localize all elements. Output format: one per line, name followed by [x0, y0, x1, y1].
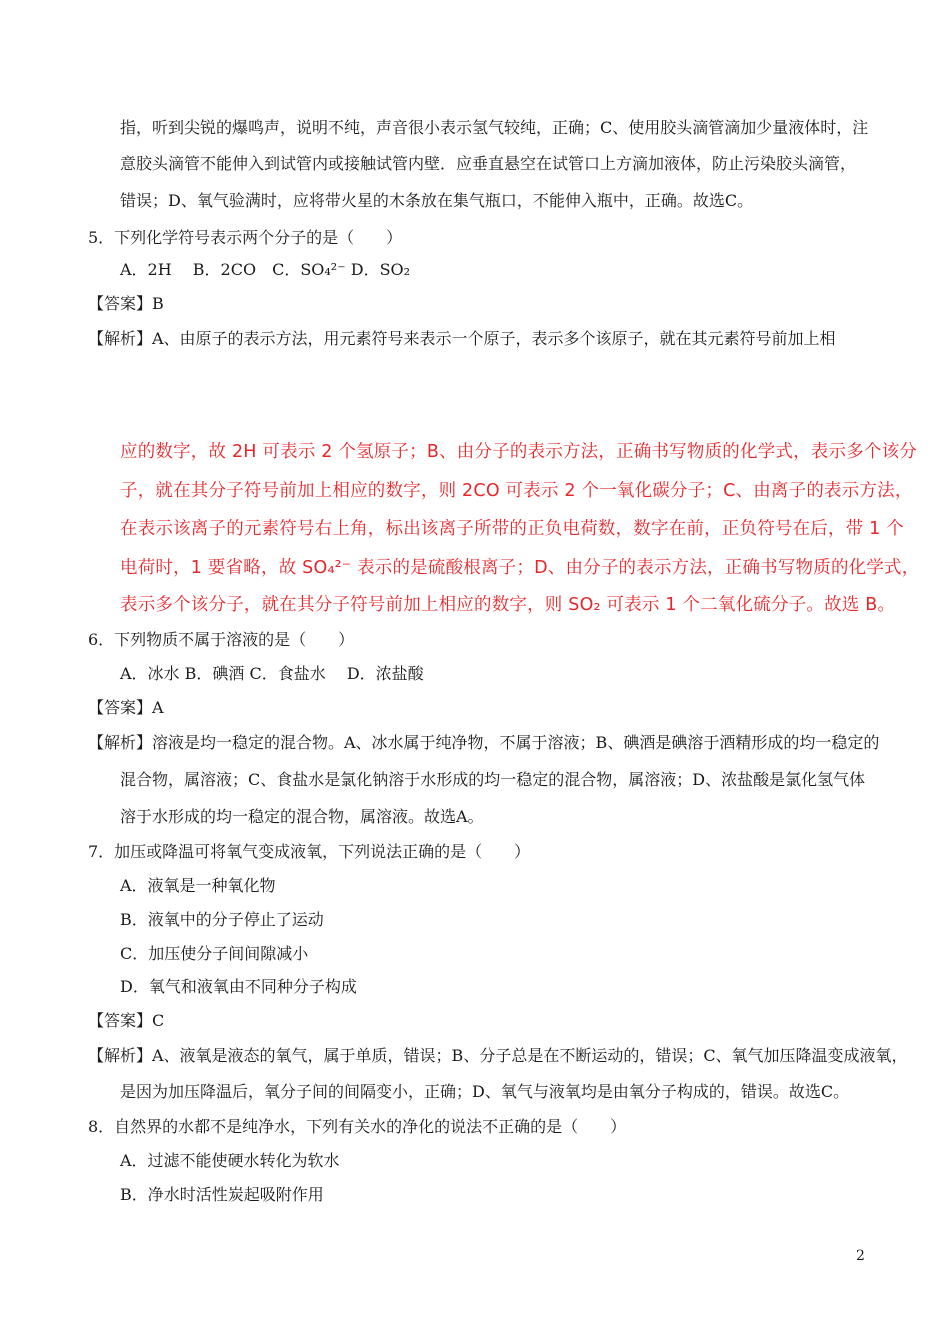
lines-line: 意胶头滴管不能伸入到试管内或接触试管内壁．应垂直悬空在试管口上方滴加液体，防止污染胶头滴管， [120, 154, 857, 173]
lines2-line: 7．加压或降温可将氧气变成液氧，下列说法正确的是（ ） [88, 842, 531, 861]
lines2-line: A．液氧是一种氧化物 [120, 876, 276, 895]
lines2-line: B．液氧中的分子停止了运动 [120, 910, 324, 929]
lines2-line: 【答案】C [88, 1011, 165, 1030]
lines2-line: 混合物，属溶液；C、食盐水是氯化钠溶于水形成的均一稳定的混合物，属溶液；D、浓盐酸是氯化氢气体 [120, 770, 866, 789]
lines2-line: 6．下列物质不属于溶液的是（ ） [88, 630, 355, 649]
lines2-line: 溶于水形成的均一稳定的混合物，属溶液。故选A。 [120, 807, 484, 826]
lines2-line: 【答案】A [88, 698, 164, 717]
lines2-line: 8．自然界的水都不是纯净水，下列有关水的净化的说法不正确的是（ ） [88, 1117, 627, 1136]
red_lines-line: 子，就在其分子符号前加上相应的数字，则 2CO 可表示 2 个一氧化碳分子；C、由离子的表示方法， [120, 481, 913, 501]
lines2-line: C．加压使分子间间隙减小 [120, 944, 309, 963]
lines2-line: 【解析】溶液是均一稳定的混合物。A、冰水属于纯净物，不属于溶液；B、碘酒是碘溶于酒精形成的均一稳定的 [88, 733, 880, 752]
lines-line: 【答案】B [88, 294, 164, 313]
red_lines-line: 在表示该离子的元素符号右上角，标出该离子所带的正负电荷数，数字在前，正负符号在后，带 1 个 [120, 519, 904, 539]
red_lines-line: 表示多个该分子，就在其分子符号前加上相应的数字，则 SO₂ 可表示 1 个二氧化硫分子。故选 B。 [120, 595, 896, 615]
lines2-line: A．冰水 B．碘酒 C．食盐水 D．浓盐酸 [120, 664, 424, 683]
lines2-line: A．过滤不能使硬水转化为软水 [120, 1151, 340, 1170]
lines2-line: D．氧气和液氧由不同种分子构成 [120, 977, 357, 996]
lines-line: 指，听到尖锐的爆鸣声，说明不纯，声音很小表示氢气较纯，正确；C、使用胶头滴管滴加少量液体时，注 [120, 118, 869, 137]
red_lines-line: 电荷时，1 要省略，故 SO₄²⁻ 表示的是硫酸根离子；D、由分子的表示方法，正确书写物质的化学式， [120, 558, 920, 578]
lines-line: 5．下列化学符号表示两个分子的是（ ） [88, 228, 403, 247]
lines2-line: B．净水时活性炭起吸附作用 [120, 1185, 324, 1204]
lines-line: 错误；D、氧气验满时，应将带火星的木条放在集气瓶口，不能伸入瓶中，正确。故选C。 [120, 191, 754, 210]
page-number: 2 [856, 1248, 865, 1264]
lines-line: A．2H B．2CO C．SO₄²⁻ D．SO₂ [120, 260, 411, 279]
lines-line: 【解析】A、由原子的表示方法，用元素符号来表示一个原子，表示多个该原子，就在其元素符号前加上相 [88, 329, 836, 348]
red_lines-line: 应的数字，故 2H 可表示 2 个氢原子；B、由分子的表示方法，正确书写物质的化学式，表示多个该分 [120, 442, 917, 462]
lines2-line: 【解析】A、液氧是液态的氧气，属于单质，错误；B、分子总是在不断运动的，错误；C、氧气加压降温变成液氧， [88, 1046, 908, 1065]
lines2-line: 是因为加压降温后，氧分子间的间隔变小，正确；D、氧气与液氧均是由氧分子构成的，错误。故选C。 [120, 1082, 850, 1101]
